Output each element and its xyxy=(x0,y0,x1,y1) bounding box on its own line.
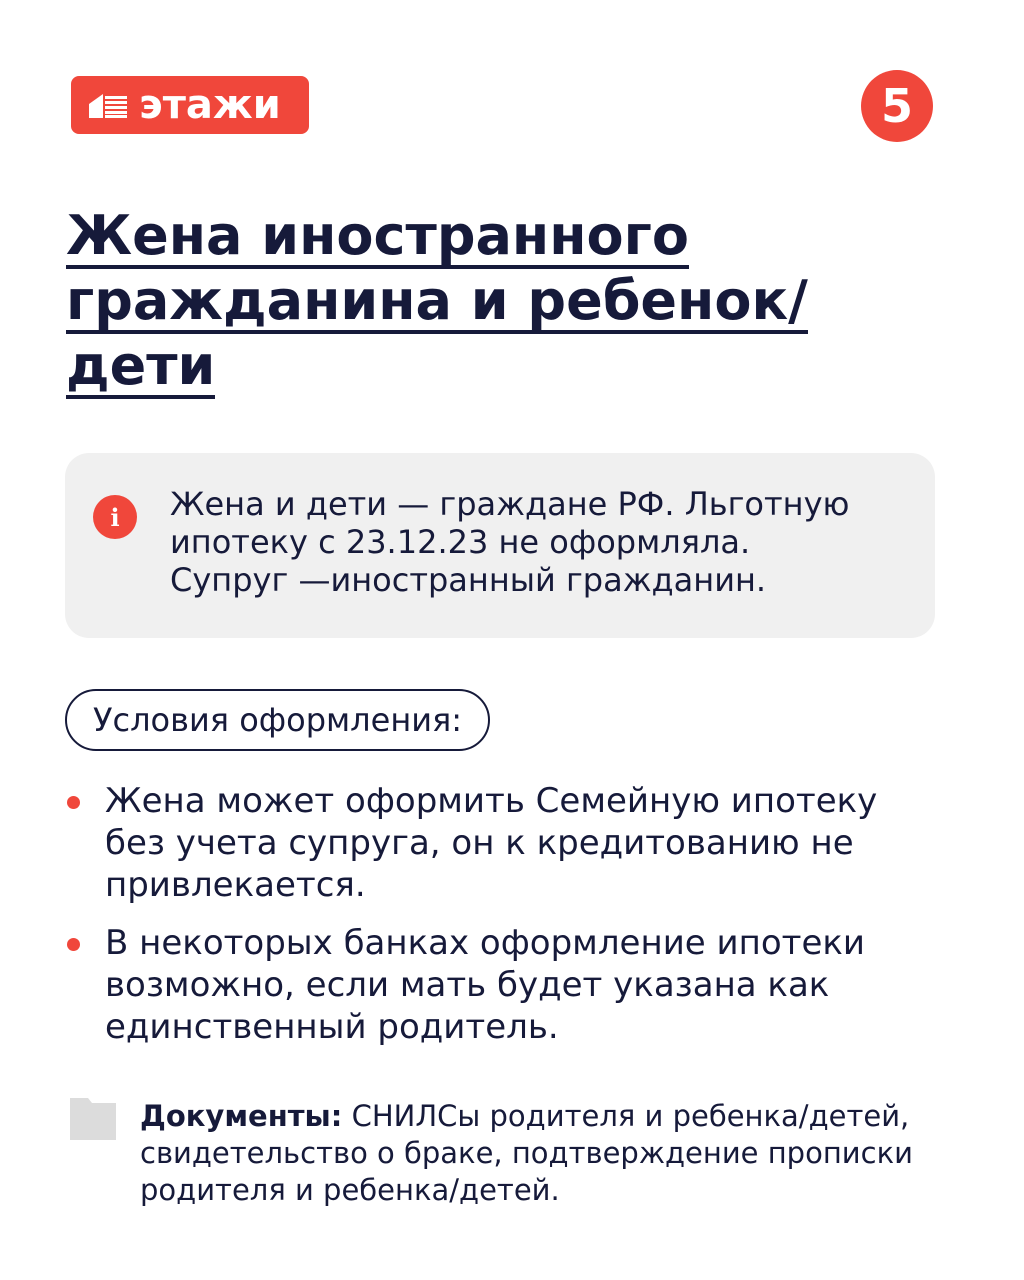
documents-note xyxy=(140,1098,930,1209)
logo-text: этажи xyxy=(139,82,281,128)
documents-text: СНИЛСы родителя и ребенка/детей, свидетельство о браке, подтверждение прописки родителя и ребенка/детей. xyxy=(140,1099,913,1207)
info-text xyxy=(170,485,910,599)
info-panel xyxy=(65,453,935,638)
list-item-text: Жена может оформить Семейную ипотеку без учета супруга, он к кредитованию не привлекается. xyxy=(105,781,878,905)
documents-label: Документы: xyxy=(140,1099,343,1133)
list-item-text: В некоторых банках оформление ипотеки возможно, если мать будет указана как единственный родитель. xyxy=(105,923,866,1047)
info-icon: i xyxy=(93,495,137,539)
bullet-dot-icon xyxy=(67,796,80,809)
page-title xyxy=(66,204,926,399)
building-icon xyxy=(89,92,127,118)
info-line: ипотеку с 23.12.23 не оформляла. xyxy=(170,523,751,561)
page-number-badge: 5 xyxy=(861,70,933,142)
bullet-dot-icon xyxy=(67,938,80,951)
list-item xyxy=(65,780,935,906)
title-line: дети xyxy=(66,334,216,397)
title-line: Жена иностранного xyxy=(66,204,689,267)
conditions-list xyxy=(65,780,935,1064)
conditions-label: Условия оформления: xyxy=(65,689,490,751)
title-line: гражданина и ребенок/ xyxy=(66,269,808,332)
info-line: Супруг —иностранный гражданин. xyxy=(170,561,767,599)
info-line: Жена и дети — граждане РФ. Льготную xyxy=(170,485,850,523)
etazhi-logo xyxy=(71,76,309,134)
folder-icon xyxy=(70,1098,116,1140)
list-item xyxy=(65,922,935,1048)
